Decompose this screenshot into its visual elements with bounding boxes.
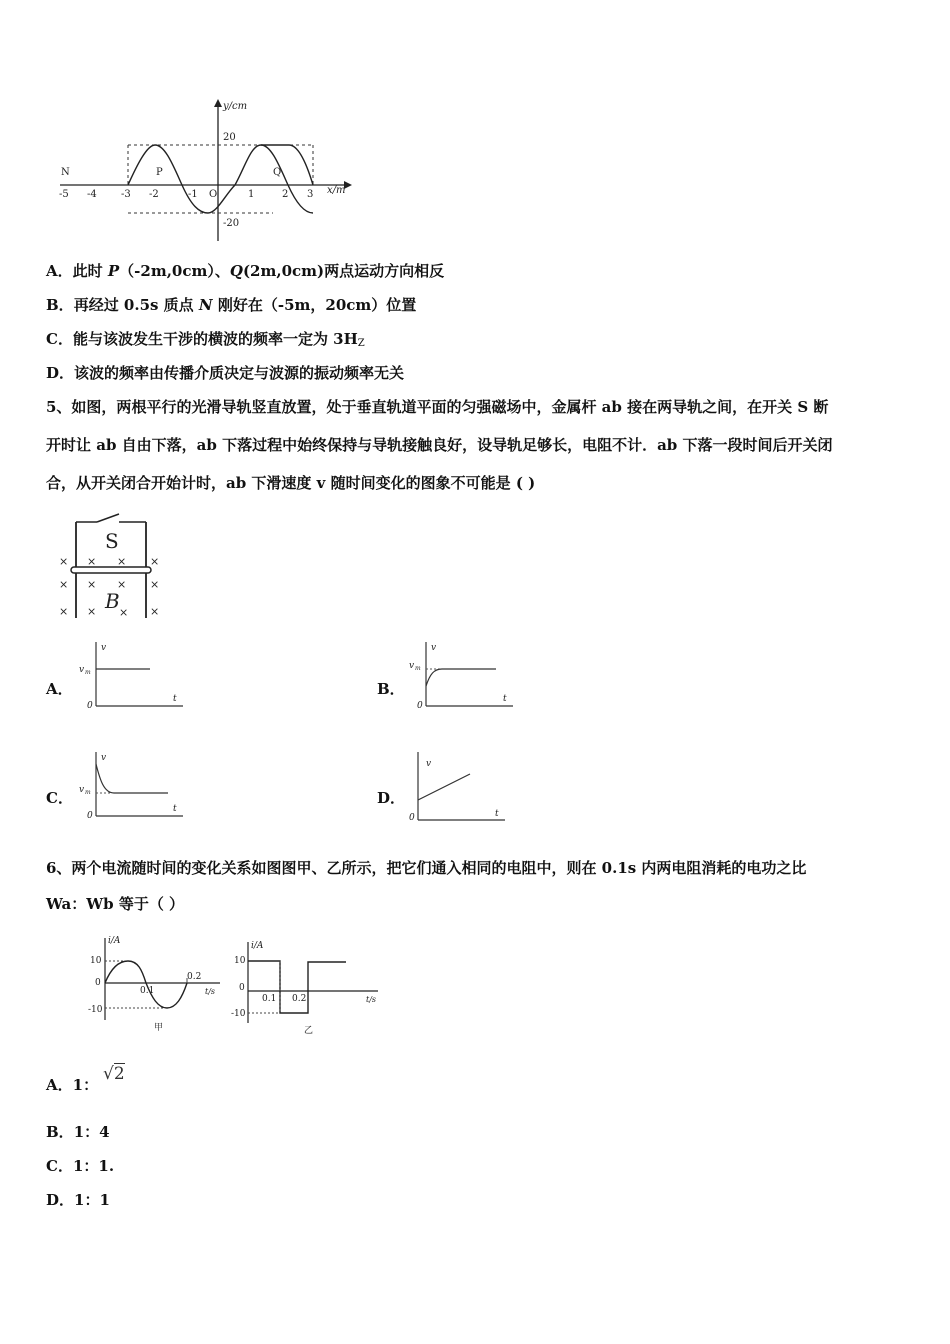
svg-text:t: t xyxy=(495,809,499,819)
q6-option-a[interactable]: A．1： xyxy=(46,1076,99,1094)
svg-text:v: v xyxy=(101,753,107,763)
field-cross: × xyxy=(87,555,97,568)
q5-option-a-label[interactable]: A． xyxy=(46,680,73,698)
svg-text:v: v xyxy=(426,759,432,769)
svg-text:乙: 乙 xyxy=(304,1026,314,1036)
switch-label: S xyxy=(105,529,119,553)
field-cross: × xyxy=(87,605,97,618)
svg-text:t/s: t/s xyxy=(366,995,377,1004)
metal-rod-ab xyxy=(71,567,151,573)
q5-option-d-label[interactable]: D． xyxy=(377,789,406,807)
svg-text:0: 0 xyxy=(87,811,93,821)
switch-blade xyxy=(97,514,119,522)
tick-label: -2 xyxy=(149,189,159,200)
svg-text:i/A: i/A xyxy=(251,941,264,951)
vt-graph-b[interactable] xyxy=(408,638,518,713)
point-n: N xyxy=(61,167,70,178)
field-cross: × xyxy=(59,578,69,591)
tick-label: -4 xyxy=(87,189,97,200)
q5-stem-line: 5、如图，两根平行的光滑导轨竖直放置，处于垂直轨道平面的匀强磁场中，金属杆 ab 接在两导轨之间，在开关 S 断 xyxy=(46,398,829,416)
y-min-label: -20 xyxy=(223,218,240,229)
svg-text:m: m xyxy=(85,789,91,796)
field-cross: × xyxy=(150,555,160,568)
field-cross: × xyxy=(117,555,127,568)
svg-text:t/s: t/s xyxy=(205,987,216,996)
svg-text:m: m xyxy=(415,665,421,672)
rail-circuit-diagram xyxy=(55,512,167,624)
svg-text:0: 0 xyxy=(417,701,423,711)
svg-text:v: v xyxy=(409,661,415,671)
svg-text:0: 0 xyxy=(87,701,93,711)
svg-text:0.2: 0.2 xyxy=(292,994,307,1004)
q4-option-c[interactable]: C．能与该波发生干涉的横波的频率一定为 3HZ xyxy=(46,330,365,349)
q4-option-d[interactable]: D．该波的频率由传播介质决定与波源的振动频率无关 xyxy=(46,364,405,382)
svg-text:i/A: i/A xyxy=(108,936,121,946)
field-cross: × xyxy=(150,578,160,591)
wave-graph xyxy=(55,95,360,245)
svg-text:t: t xyxy=(173,804,177,814)
vt-graph-c[interactable] xyxy=(78,748,188,823)
svg-text:v: v xyxy=(79,665,85,675)
sine-current-curve xyxy=(105,961,187,1008)
tick-label: -5 xyxy=(59,189,69,200)
svg-text:-10: -10 xyxy=(88,1005,103,1015)
sqrt-2: √2 xyxy=(103,1064,125,1084)
tick-label: O xyxy=(209,189,218,200)
q6-stem-line: 6、两个电流随时间的变化关系如图图甲、乙所示，把它们通入相同的电阻中，则在 0.1s 内两电阻消耗的电功之比 xyxy=(46,859,807,877)
q6-option-b[interactable]: B．1：4 xyxy=(46,1123,110,1141)
field-cross: × xyxy=(59,605,69,618)
svg-text:0.1: 0.1 xyxy=(262,994,277,1004)
svg-text:v: v xyxy=(79,785,85,795)
svg-text:-10: -10 xyxy=(231,1009,246,1019)
field-cross: × xyxy=(59,555,69,568)
graph-jia xyxy=(88,936,220,1033)
field-label: B xyxy=(105,589,120,613)
q5-option-b-label[interactable]: B． xyxy=(377,680,405,698)
tick-label: 2 xyxy=(282,189,289,200)
tick-label: -1 xyxy=(188,189,198,200)
wave-curve xyxy=(128,145,313,213)
svg-text:0.1: 0.1 xyxy=(140,986,155,996)
x-axis-label: x/m xyxy=(327,185,346,196)
tick-label: -3 xyxy=(121,189,131,200)
graph-yi xyxy=(231,941,378,1036)
svg-text:0.2: 0.2 xyxy=(187,972,202,982)
q6-option-d[interactable]: D．1：1 xyxy=(46,1191,110,1209)
q5-stem-line: 开时让 ab 自由下落，ab 下落过程中始终保持与导轨接触良好，设导轨足够长，电阻不计．ab 下落一段时间后开关闭 xyxy=(46,436,833,454)
tick-label: 1 xyxy=(248,189,255,200)
svg-text:m: m xyxy=(85,669,91,676)
y-axis-label: y/cm xyxy=(223,101,248,112)
q4-option-b[interactable]: B．再经过 0.5s 质点 N 刚好在（-5m，20cm）位置 xyxy=(46,296,417,314)
svg-text:0: 0 xyxy=(95,978,101,988)
svg-text:v: v xyxy=(431,643,437,653)
y-max-label: 20 xyxy=(223,132,236,143)
q5-stem-line: 合，从开关闭合开始计时，ab 下滑速度 v 随时间变化的图象不可能是 ( ) xyxy=(46,474,536,492)
point-q: Q xyxy=(273,167,282,178)
svg-text:甲: 甲 xyxy=(154,1023,164,1033)
q4-option-a[interactable]: A．此时 P（-2m,0cm）、Q(2m,0cm)两点运动方向相反 xyxy=(46,262,445,280)
svg-text:10: 10 xyxy=(234,956,246,966)
q6-option-c[interactable]: C．1：1. xyxy=(46,1157,115,1175)
vt-graph-a[interactable] xyxy=(78,638,188,713)
svg-text:t: t xyxy=(503,694,507,704)
q5-option-c-label[interactable]: C． xyxy=(46,789,73,807)
current-graphs xyxy=(48,928,403,1038)
svg-text:0: 0 xyxy=(409,813,415,823)
point-p: P xyxy=(156,167,163,178)
field-cross: × xyxy=(117,578,127,591)
vt-graph-d[interactable] xyxy=(400,748,510,823)
svg-text:0: 0 xyxy=(239,983,245,993)
field-cross: × xyxy=(87,578,97,591)
svg-text:10: 10 xyxy=(90,956,102,966)
square-current-curve xyxy=(248,961,346,1013)
field-cross: × xyxy=(119,606,129,619)
tick-label: 3 xyxy=(307,189,314,200)
field-cross: × xyxy=(150,605,160,618)
q6-stem-line: Wa：Wb 等于（ ） xyxy=(46,895,185,913)
svg-text:t: t xyxy=(173,694,177,704)
svg-text:v: v xyxy=(101,643,107,653)
